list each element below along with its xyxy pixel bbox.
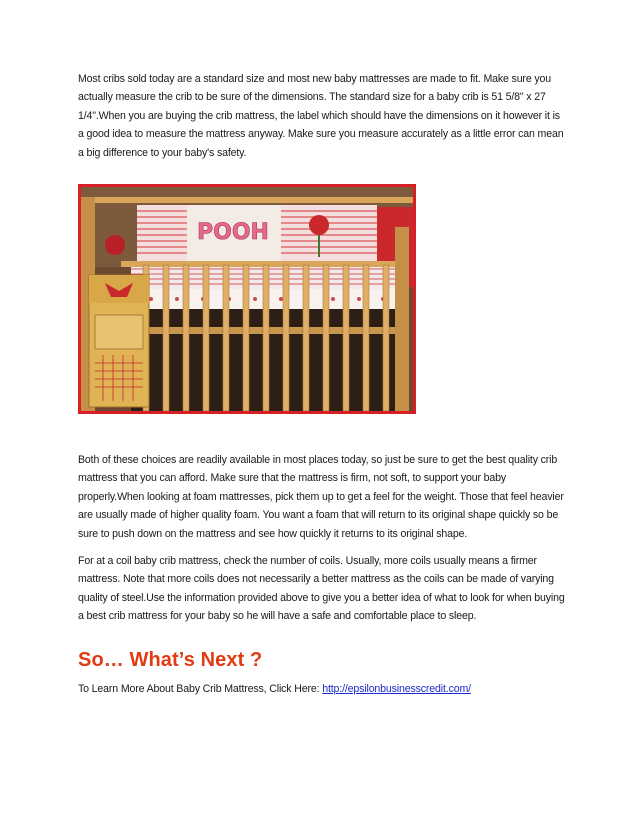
crib-illustration: [81, 187, 413, 411]
website-link[interactable]: http://epsilonbusinesscredit.com/: [322, 682, 471, 695]
cta-text: To Learn More About Baby Crib Mattress, Click Here:: [78, 682, 323, 695]
body-paragraph: Both of these choices are readily available in most places today, so just be sure to get the best quality crib mattress that you can afford. Make sure that the mattress is firm, not soft, to support your baby properly.When looking at foam mattresses, pick them up to get a feel for the weight. Those that feel heavier are usually made of higher quality foam. You want a foam that will return to its original shape quickly so be sure to push down on the mattress and see how quickly it returns to its original shape.: [78, 454, 564, 540]
flower-icon: [309, 215, 329, 235]
section-heading: So… What’s Next ?: [78, 648, 263, 671]
hanging-organizer: [89, 275, 149, 407]
bumper-lettering: POOH: [197, 220, 269, 246]
body-paragraph: Most cribs sold today are a standard size and most new baby mattresses are made to fit. Make sure you actually measure the crib to be sure of the dimensions. The standard size for a baby crib is 51 5/8" x 27 1/4".When you are buying the crib mattress, the label which should have the dimensions on it however it is a good idea to measure the mattress anyway. Make sure you measure accurately as a little error can mean a big difference to your baby's safety.: [78, 73, 564, 159]
document-page: [78, 70, 568, 698]
body-paragraph: For at a coil baby crib mattress, check the number of coils. Usually, more coils usually means a firmer mattress. Note that more coils does not necessarily a better mattress as the coils can be made of varying quality of steel.Use the information provided above to give you a better idea of what to look for when buying a best crib mattress for your baby so he will have a safe and comfortable place to sleep.: [78, 555, 565, 623]
call-to-action: [78, 680, 568, 698]
crib-photo: [78, 184, 416, 414]
